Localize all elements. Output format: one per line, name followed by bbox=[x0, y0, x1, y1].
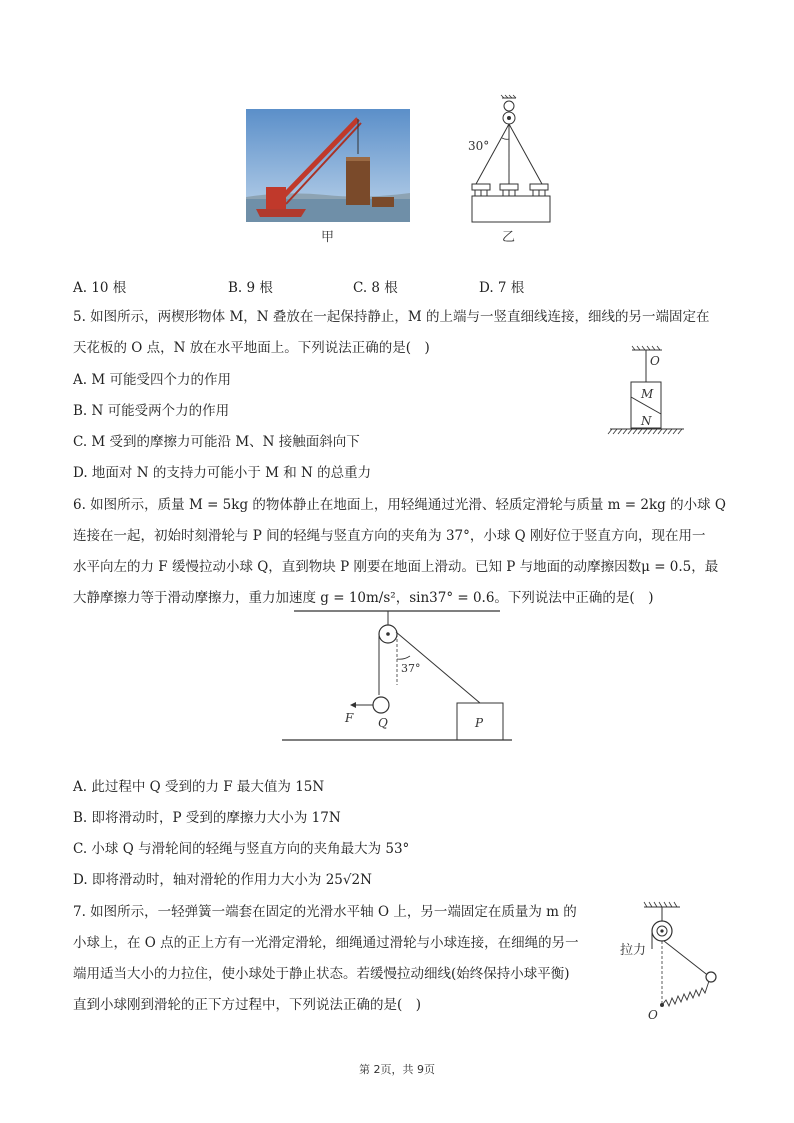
pulley-block-diagram bbox=[280, 605, 514, 745]
q5-stem-line1: 5. 如图所示，两楔形物体 M，N 叠放在一起保持静止，M 的上端与一竖直细线连接，细线的另一端固定在 bbox=[73, 309, 710, 325]
q4-option-b[interactable]: B. 9 根 bbox=[228, 280, 273, 296]
q5-option-a[interactable]: A. M 可能受四个力的作用 bbox=[73, 372, 231, 388]
wedge-stack-diagram bbox=[606, 345, 690, 439]
q6-option-c[interactable]: C. 小球 Q 与滑轮间的轻绳与竖直方向的夹角最大为 53° bbox=[73, 841, 410, 857]
q7-stem-line1: 7. 如图所示，一轻弹簧一端套在固定的光滑水平轴 O 上，另一端固定在质量为 m 的 bbox=[73, 904, 577, 920]
q6-angle-label: 37° bbox=[401, 662, 421, 675]
spring-pulley-diagram bbox=[600, 897, 724, 1021]
q6-option-a[interactable]: A. 此过程中 Q 受到的力 F 最大值为 15N bbox=[73, 779, 325, 795]
q6-stem-line2: 连接在一起，初始时刻滑轮与 P 间的轻绳与竖直方向的夹角为 37°，小球 Q 刚好位于竖直方向，现在用一 bbox=[73, 528, 706, 544]
lifting-rig-diagram bbox=[464, 94, 560, 242]
q7-label-pull: 拉力 bbox=[620, 943, 647, 958]
q7-stem-line4: 直到小球刚到滑轮的正下方过程中，下列说法正确的是( ) bbox=[73, 997, 422, 1013]
q5-label-m: M bbox=[641, 387, 654, 401]
q6-stem-line4: 大静摩擦力等于滑动摩擦力，重力加速度 g = 10m/s²，sin37° = 0.6。下列说法中正确的是( ) bbox=[73, 590, 654, 606]
q6-label-f: F bbox=[345, 711, 354, 725]
crane-photo-drawing bbox=[246, 109, 410, 222]
q6-option-d[interactable]: D. 即将滑动时，轴对滑轮的作用力大小为 25√2N bbox=[73, 872, 372, 888]
q4-option-c[interactable]: C. 8 根 bbox=[353, 280, 398, 296]
q6-stem-line3: 水平向左的力 F 缓慢拉动小球 Q，直到物块 P 刚要在地面上滑动。已知 P 与地面的动摩擦因数μ = 0.5，最 bbox=[73, 559, 719, 575]
angle-30-label: 30° bbox=[468, 139, 490, 153]
q5-label-o: O bbox=[650, 354, 660, 368]
q5-option-b[interactable]: B. N 可能受两个力的作用 bbox=[73, 403, 230, 419]
caption-yi: 乙 bbox=[502, 230, 516, 245]
q5-stem-line2: 天花板的 O 点，N 放在水平地面上。下列说法正确的是( ) bbox=[73, 340, 430, 356]
q7-label-o: O bbox=[648, 1008, 658, 1021]
page-footer: 第 2页，共 9页 bbox=[359, 1063, 435, 1076]
q6-option-b[interactable]: B. 即将滑动时，P 受到的摩擦力大小为 17N bbox=[73, 810, 341, 826]
q7-stem-line3: 端用适当大小的力拉住，使小球处于静止状态。若缓慢拉动细线(始终保持小球平衡) bbox=[73, 966, 570, 982]
q7-stem-line2: 小球上，在 O 点的正上方有一光滑定滑轮，细绳通过滑轮与小球连接，在细绳的另一 bbox=[73, 935, 579, 951]
q5-option-d[interactable]: D. 地面对 N 的支持力可能小于 M 和 N 的总重力 bbox=[73, 465, 372, 481]
q4-option-a[interactable]: A. 10 根 bbox=[73, 280, 127, 296]
q6-label-p: P bbox=[475, 716, 484, 730]
q6-stem-line1: 6. 如图所示，质量 M = 5kg 的物体静止在地面上，用轻绳通过光滑、轻质定滑轮与质量 m = 2kg 的小球 Q bbox=[73, 497, 726, 513]
q4-options bbox=[73, 276, 633, 296]
q6-label-q: Q bbox=[378, 716, 388, 730]
q4-option-d[interactable]: D. 7 根 bbox=[479, 280, 525, 296]
q5-label-n: N bbox=[641, 414, 652, 428]
q5-option-c[interactable]: C. M 受到的摩擦力可能沿 M、N 接触面斜向下 bbox=[73, 434, 360, 450]
crane-photo bbox=[246, 109, 410, 222]
caption-jia: 甲 bbox=[321, 230, 335, 245]
